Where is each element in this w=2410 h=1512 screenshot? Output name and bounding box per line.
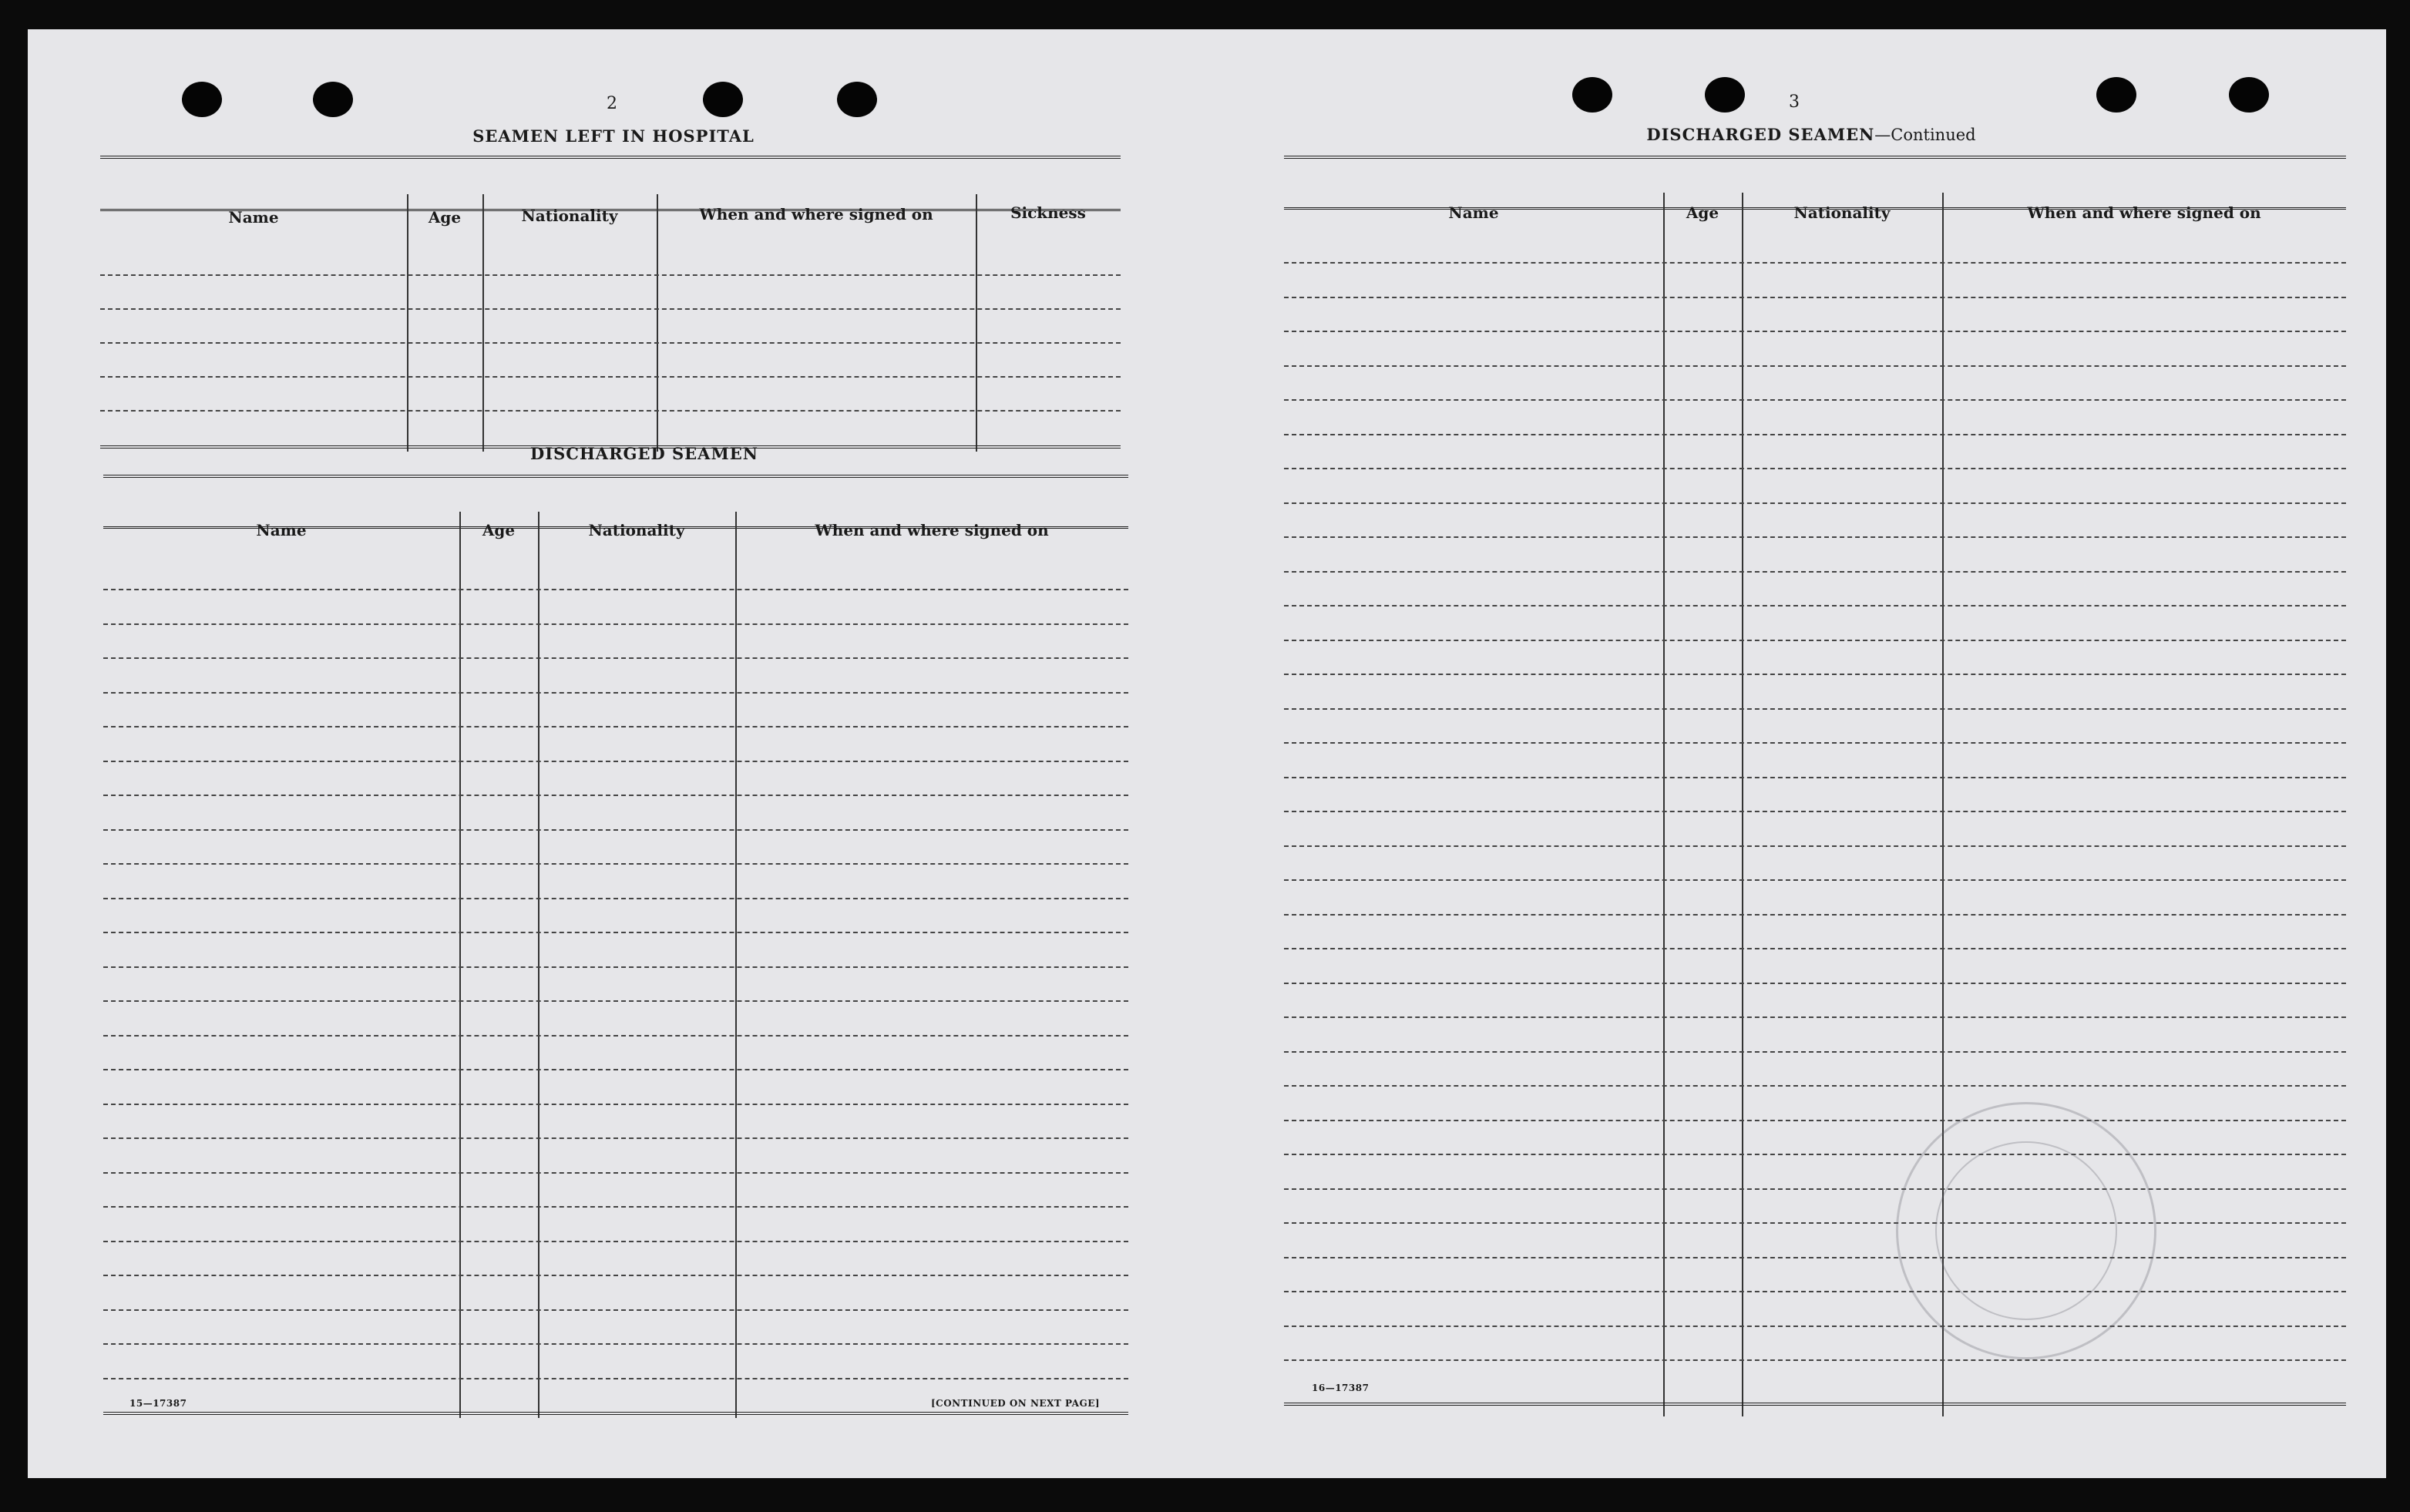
discharged-continued-title: [1541, 125, 2081, 144]
discharged-col-age: Age: [482, 521, 516, 539]
ruled-line: [1284, 536, 2346, 538]
ruled-line: [103, 932, 1128, 933]
punch-hole: [703, 82, 743, 117]
ruled-line: [103, 692, 1128, 694]
page-number-right: 3: [1789, 92, 1800, 112]
ruled-line: [103, 1172, 1128, 1174]
ruled-line: [1284, 262, 2346, 264]
ruled-line: [1284, 434, 2346, 435]
ruled-line: [1284, 674, 2346, 675]
punch-hole: [837, 82, 877, 117]
faint-stamp: [1896, 1102, 2156, 1359]
ruled-line: [1284, 1257, 2346, 1258]
ruled-line: [1284, 640, 2346, 641]
ruled-line: [1284, 811, 2346, 812]
ruled-line: [103, 1104, 1128, 1105]
ruled-line: [103, 1275, 1128, 1276]
document-sheet: [28, 29, 2386, 1478]
ruled-line: [103, 1241, 1128, 1242]
ruled-line: [103, 829, 1128, 831]
ruled-line: [103, 1309, 1128, 1311]
ruled-line: [1284, 1359, 2346, 1361]
punch-hole: [2096, 77, 2136, 113]
ruled-line: [103, 1069, 1128, 1070]
ruled-line: [103, 1206, 1128, 1208]
ruled-line: [1284, 571, 2346, 573]
right-col-signed-on: When and where signed on: [2027, 203, 2261, 222]
hospital-col-name: Name: [228, 208, 279, 227]
ruled-line: [103, 1137, 1128, 1139]
discharged-table-right: [1284, 156, 2346, 1416]
discharged-col-signed-on: When and where signed on: [815, 521, 1049, 539]
ruled-line: [1284, 297, 2346, 298]
discharged-table-left: [103, 475, 1128, 1418]
discharged-continued-title-cont: —Continued: [1874, 126, 1976, 144]
continued-note: [CONTINUED ON NEXT PAGE]: [931, 1398, 1101, 1409]
ruled-line: [1284, 1291, 2346, 1292]
ruled-line: [103, 863, 1128, 865]
ruled-line: [1284, 1085, 2346, 1087]
hospital-col-age: Age: [428, 208, 462, 227]
ruled-line: [103, 623, 1128, 625]
page-number-left: 2: [607, 94, 617, 113]
hospital-col-nationality: Nationality: [521, 207, 618, 225]
ruled-line: [1284, 879, 2346, 881]
ruled-line: [1284, 605, 2346, 606]
ruled-line: [103, 1343, 1128, 1345]
right-col-nationality: Nationality: [1793, 203, 1891, 222]
hospital-col-signed-on: When and where signed on: [699, 205, 933, 223]
punch-hole: [182, 82, 222, 117]
ruled-line: [1284, 1326, 2346, 1327]
form-number-left: 15—17387: [129, 1398, 187, 1409]
punch-hole: [1705, 77, 1745, 113]
ruled-line: [1284, 1154, 2346, 1155]
punch-hole: [2229, 77, 2269, 113]
ruled-line: [1284, 708, 2346, 710]
ruled-line: [103, 761, 1128, 762]
ruled-line: [1284, 983, 2346, 984]
ruled-line: [1284, 1016, 2346, 1018]
discharged-col-name: Name: [256, 521, 307, 539]
discharged-col-nationality: Nationality: [588, 521, 685, 539]
ruled-line: [1284, 1188, 2346, 1190]
discharged-section-title: DISCHARGED SEAMEN: [530, 444, 758, 463]
ruled-line: [1284, 1051, 2346, 1053]
ruled-line: [1284, 365, 2346, 367]
ruled-line: [1284, 845, 2346, 847]
hospital-section-title: SEAMEN LEFT IN HOSPITAL: [472, 126, 755, 146]
ruled-line: [1284, 1120, 2346, 1121]
ruled-line: [1284, 777, 2346, 778]
ruled-line: [1284, 399, 2346, 401]
ruled-line: [1284, 468, 2346, 469]
ruled-line: [103, 657, 1128, 659]
right-col-name: Name: [1448, 203, 1499, 222]
ruled-line: [1284, 914, 2346, 916]
hospital-table: [100, 156, 1121, 452]
punch-hole: [313, 82, 353, 117]
ruled-line: [103, 589, 1128, 590]
ruled-line: [103, 1035, 1128, 1037]
hospital-col-sickness: Sickness: [1010, 203, 1086, 222]
ruled-line: [103, 1000, 1128, 1002]
ruled-line: [103, 966, 1128, 968]
ruled-line: [1284, 502, 2346, 504]
right-col-age: Age: [1686, 203, 1719, 222]
ruled-line: [1284, 1222, 2346, 1224]
form-number-right: 16—17387: [1312, 1383, 1370, 1393]
ruled-line: [103, 1378, 1128, 1379]
ruled-line: [103, 898, 1128, 899]
discharged-continued-title-main: DISCHARGED SEAMEN: [1646, 125, 1875, 144]
ruled-line: [103, 795, 1128, 796]
ruled-line: [1284, 742, 2346, 744]
ruled-line: [103, 726, 1128, 727]
ruled-line: [1284, 331, 2346, 332]
punch-hole: [1572, 77, 1612, 113]
ruled-line: [1284, 948, 2346, 949]
